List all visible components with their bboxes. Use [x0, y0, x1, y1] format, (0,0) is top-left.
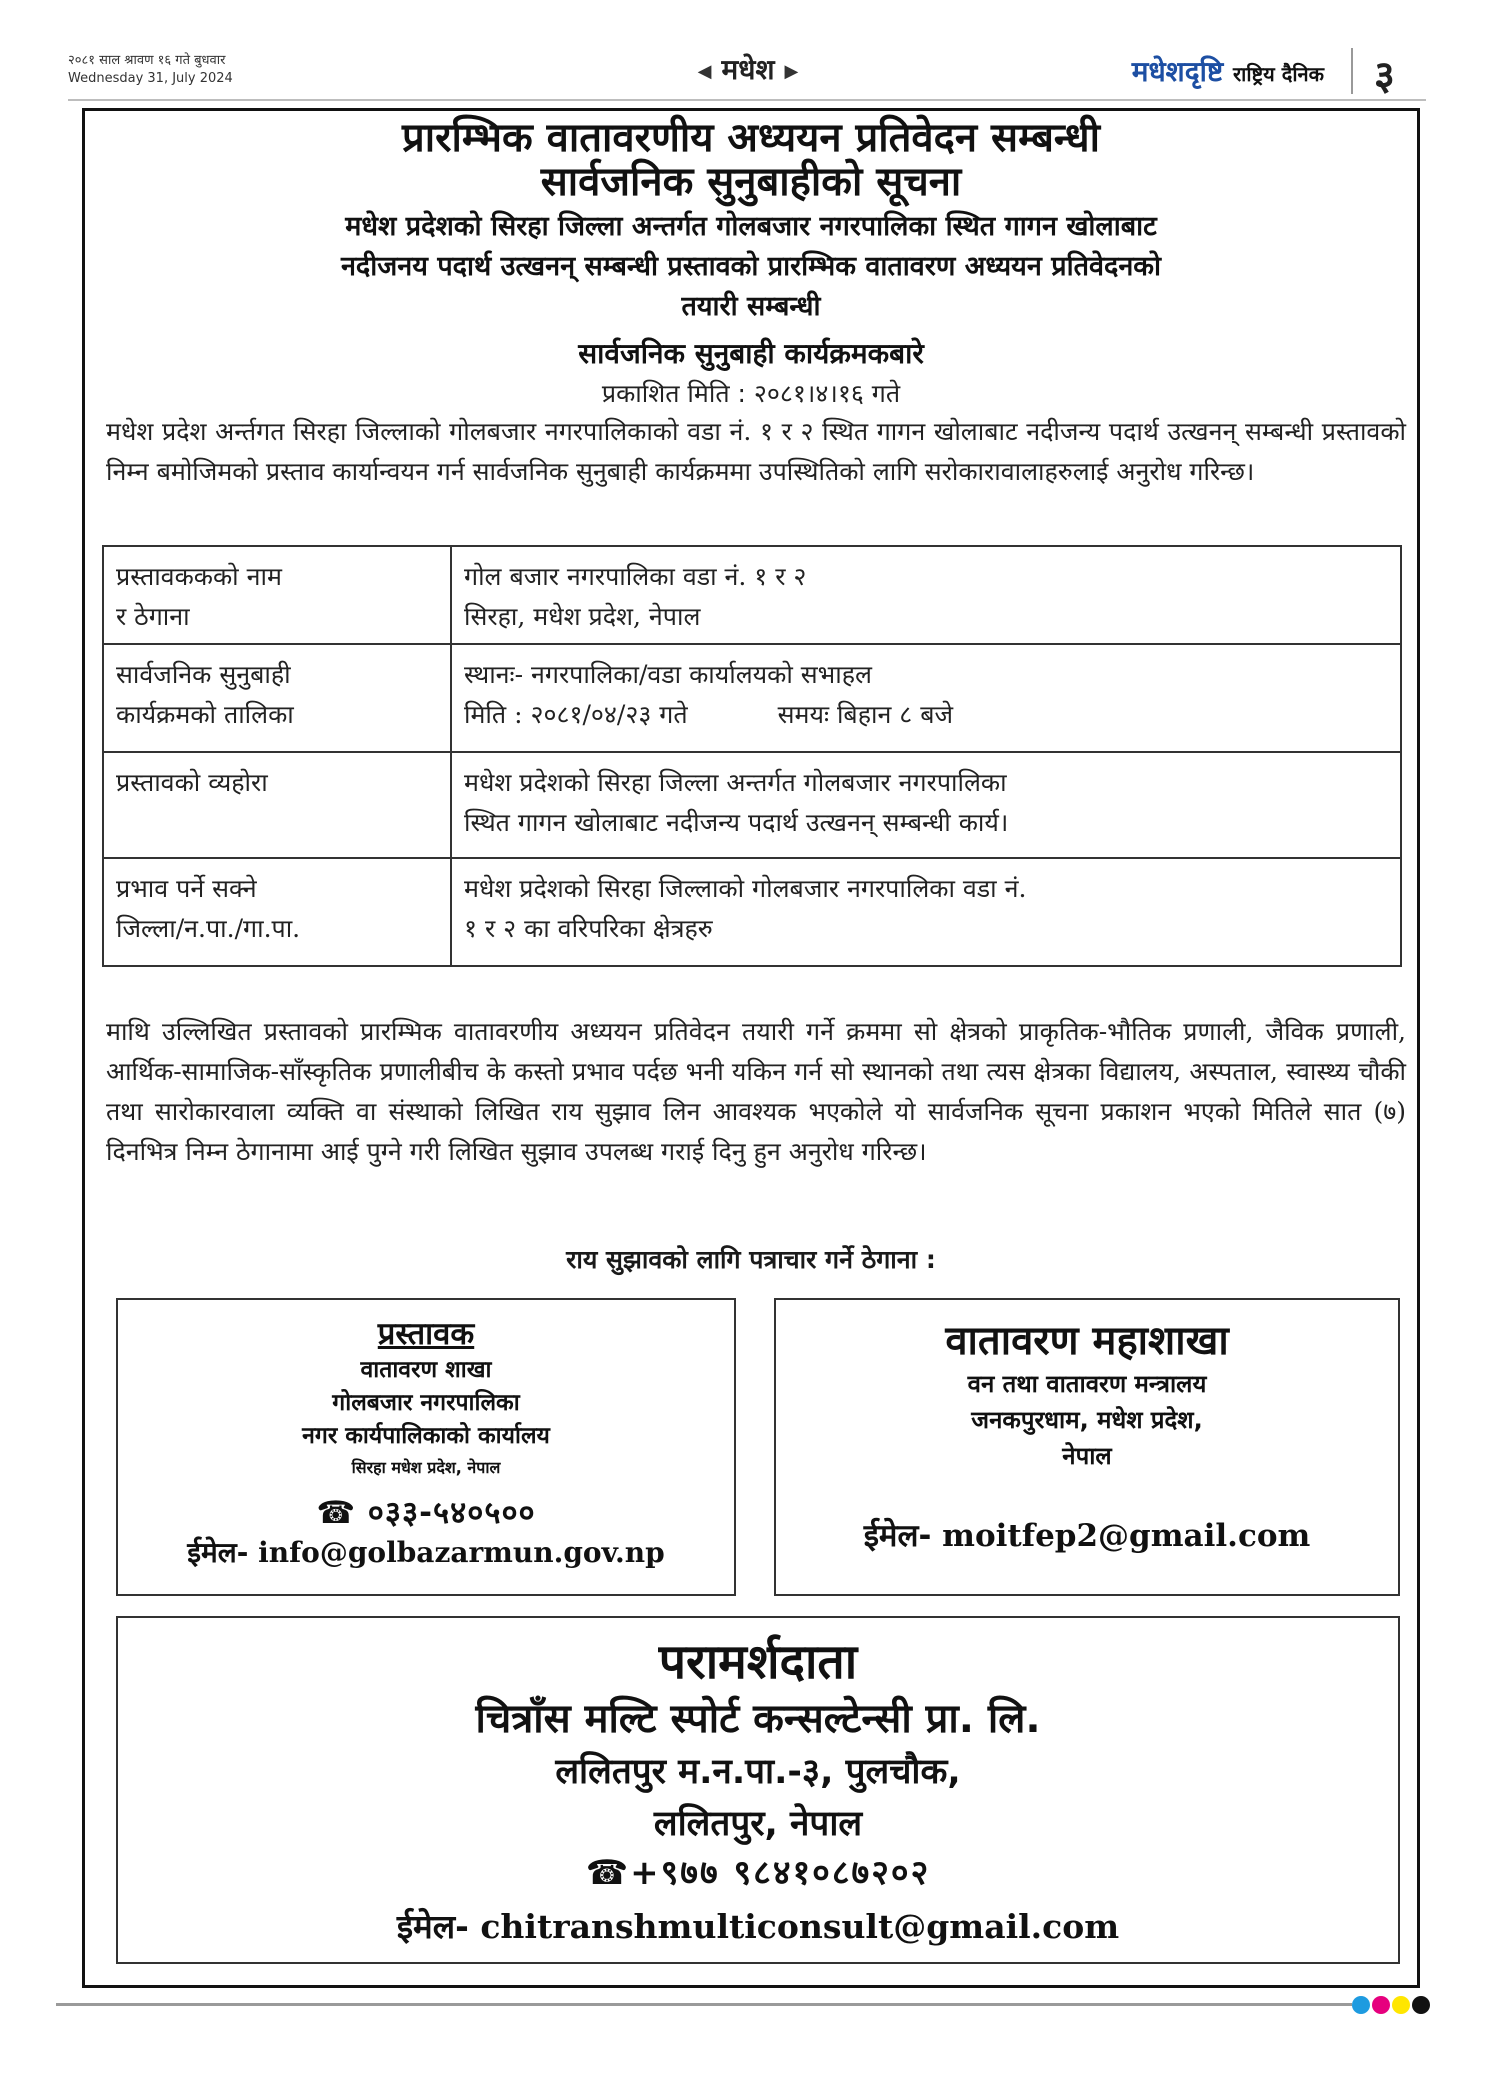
- consultant-title: परामर्शदाता: [658, 1634, 858, 1690]
- header-date-english: Wednesday 31, July 2024: [68, 71, 233, 86]
- table-row: [103, 752, 1401, 858]
- proponent-title: प्रस्तावक: [377, 1316, 475, 1352]
- brand-subtitle: राष्ट्रिय दैनिक: [1232, 62, 1324, 86]
- header-divider: [1351, 48, 1353, 94]
- table-key-cell: [103, 858, 451, 966]
- consultant-email: [118, 1902, 1398, 1952]
- notice-title-line2: सार्वजनिक सुनुबाहीको सूचना: [540, 159, 962, 205]
- value-text: मधेश प्रदेशको सिरहा जिल्लाको गोलबजार नगरपालिका वडा नं.: [464, 874, 1027, 903]
- table-value-cell: [451, 752, 1401, 858]
- yellow-dot: [1392, 1996, 1410, 2014]
- body-paragraph: माथि उल्लिखित प्रस्तावको प्रारम्भिक वातावरणीय अध्ययन प्रतिवेदन तयारी गर्ने क्रममा सो क्षेत्रको प्राकृतिक-भौतिक प्रणाली, जैविक प्रणाली, आर्थिक-सामाजिक-साँस्कृतिक प्रणालीबीच के कस्तो प्रभाव पर्दछ भनी यकिन गर्न सो स्थानको तथा त्यस क्षेत्रका विद्यालय, अस्पताल, स्वास्थ्य चौकी तथा सारोकारवाला व्यक्ति वा संस्थाको लिखित राय सुझाव लिन आवश्यक भएकोले यो सार्वजनिक सूचना प्रकाशन भएको मितिले सात (७) दिनभित्र निम्न ठेगानामा आई पुग्ने गरी लिखित सुझाव उपलब्ध गराई दिनु हुन अनुरोध गरिन्छ।: [106, 1017, 1406, 1166]
- key-text: प्रस्तावककको नाम: [116, 562, 282, 591]
- hearing-time: समयः बिहान ८ बजे: [777, 700, 954, 729]
- newspaper-brand: [1132, 52, 1324, 94]
- contact-heading: राय सुझावको लागि पत्राचार गर्ने ठेगाना :: [566, 1245, 936, 1274]
- key-text: र ठेगाना: [116, 602, 190, 631]
- brand-name: मधेशदृष्टि: [1131, 55, 1224, 88]
- consultant-address: ललितपुर म.न.पा.-३, पुलचौक,: [555, 1752, 961, 1792]
- consultant-name: चित्राँस मल्टि स्पोर्ट कन्सल्टेन्सी प्रा. लि.: [475, 1696, 1041, 1742]
- cmyk-registration-dots: [1352, 1996, 1430, 2014]
- environment-division-box: [774, 1298, 1400, 1596]
- value-text: सिरहा, मधेश प्रदेश, नेपाल: [464, 602, 701, 631]
- env-title: वातावरण महाशाखा: [945, 1318, 1229, 1364]
- proponent-email: [118, 1535, 734, 1571]
- hearing-date: मिति : २०८१/०४/२३ गते: [464, 700, 688, 729]
- notice-title-line1: प्रारम्भिक वातावरणीय अध्ययन प्रतिवेदन सम्बन्धी: [402, 115, 1100, 161]
- email-label: ईमेल-: [863, 1518, 932, 1554]
- table-key-cell: [103, 644, 451, 752]
- value-text: [464, 695, 1388, 735]
- table-key-cell: [103, 752, 451, 858]
- table-value-cell: [451, 644, 1401, 752]
- consultant-box: [116, 1616, 1400, 1964]
- value-text: १ र २ का वरिपरिका क्षेत्रहरु: [464, 914, 713, 943]
- magenta-dot: [1372, 1996, 1390, 2014]
- email-label: ईमेल-: [187, 1536, 249, 1569]
- value-text: मधेश प्रदेशको सिरहा जिल्ला अन्तर्गत गोलबजार नगरपालिका: [464, 768, 1007, 797]
- proponent-line: नगर कार्यपालिकाको कार्यालय: [302, 1423, 550, 1449]
- email-link[interactable]: chitranshmulticonsult@gmail.com: [480, 1907, 1120, 1946]
- black-dot: [1412, 1996, 1430, 2014]
- consultant-phone: [118, 1850, 1398, 1896]
- proponent-phone: [118, 1491, 734, 1535]
- value-text: स्थित गागन खोलाबाट नदीजन्य पदार्थ उत्खनन् सम्बन्धी कार्य।: [464, 808, 1009, 837]
- details-table: [102, 545, 1402, 967]
- env-line: नेपाल: [1062, 1442, 1112, 1470]
- header-date-nepali: २०८१ साल श्रावण १६ गते बुधवार: [68, 53, 226, 68]
- table-row: [103, 546, 1401, 644]
- key-text: कार्यक्रमको तालिका: [116, 700, 294, 729]
- published-date: प्रकाशित मिति : २०८१।४।१६ गते: [601, 379, 901, 408]
- env-email: [776, 1516, 1398, 1556]
- intro-paragraph: मधेश प्रदेश अर्न्तगत सिरहा जिल्लाको गोलबजार नगरपालिकाको वडा नं. १ र २ स्थित गागन खोलाबाट नदीजन्य पदार्थ उत्खनन् सम्बन्धी प्रस्तावको निम्न बमोजिमको प्रस्ताव कार्यान्वयन गर्न सार्वजनिक सुनुबाही कार्यक्रममा उपस्थितिको लागि सरोकारावालाहरुलाई अनुरोध गरिन्छ।: [106, 417, 1406, 486]
- notice-subtitle-line4: सार्वजनिक सुनुबाही कार्यक्रमकबारे: [578, 337, 924, 370]
- email-label: ईमेल-: [396, 1907, 469, 1946]
- table-key-cell: [103, 546, 451, 644]
- proponent-box: [116, 1298, 736, 1596]
- footer-rule: [56, 2003, 1352, 2006]
- notice-subtitle-line2: नदीजनय पदार्थ उत्खनन् सम्बन्धी प्रस्तावको प्रारम्भिक वातावरण अध्ययन प्रतिवेदनको: [340, 251, 1162, 282]
- key-text: जिल्ला/न.पा./गा.पा.: [116, 914, 301, 943]
- page-number: ३: [1374, 53, 1395, 99]
- table-row: [103, 858, 1401, 966]
- arrow-right-icon[interactable]: ▶: [784, 60, 799, 82]
- phone-number[interactable]: ०३३-५४०५००: [367, 1495, 536, 1531]
- arrow-left-icon[interactable]: ◀: [697, 60, 712, 82]
- phone-icon: ☎: [316, 1495, 356, 1531]
- phone-number[interactable]: +९७७ ९८४१०८७२०२: [630, 1853, 931, 1893]
- key-text: सार्वजनिक सुनुबाही: [116, 660, 291, 689]
- consultant-address: ललितपुर, नेपाल: [653, 1804, 863, 1844]
- table-value-cell: [451, 858, 1401, 966]
- proponent-line: गोलबजार नगरपालिका: [332, 1390, 520, 1416]
- table-value-cell: [451, 546, 1401, 644]
- notice-subtitle-line1: मधेश प्रदेशको सिरहा जिल्ला अन्तर्गत गोलबजार नगरपालिका स्थित गागन खोलाबाट: [345, 211, 1157, 242]
- proponent-line: वातावरण शाखा: [360, 1357, 492, 1383]
- value-text: स्थानः- नगरपालिका/वडा कार्यालयको सभाहल: [464, 660, 872, 689]
- key-text: प्रभाव पर्ने सक्ने: [116, 874, 257, 903]
- section-name: मधेश: [721, 53, 775, 86]
- notice-subtitle-line3: तयारी सम्बन्धी: [681, 291, 821, 322]
- env-line: जनकपुरधाम, मधेश प्रदेश,: [971, 1406, 1203, 1434]
- value-text: गोल बजार नगरपालिका वडा नं. १ र २: [464, 562, 807, 591]
- email-link[interactable]: info@golbazarmun.gov.np: [258, 1536, 665, 1569]
- table-row: [103, 644, 1401, 752]
- env-line: वन तथा वातावरण मन्त्रालय: [967, 1370, 1207, 1398]
- proponent-line: सिरहा मधेश प्रदेश, नेपाल: [351, 1458, 501, 1477]
- cyan-dot: [1352, 1996, 1370, 2014]
- phone-icon: ☎: [585, 1853, 631, 1893]
- header-rule: [68, 99, 1426, 101]
- email-link[interactable]: moitfep2@gmail.com: [942, 1518, 1311, 1554]
- key-text: प्रस्तावको व्यहोरा: [116, 768, 268, 797]
